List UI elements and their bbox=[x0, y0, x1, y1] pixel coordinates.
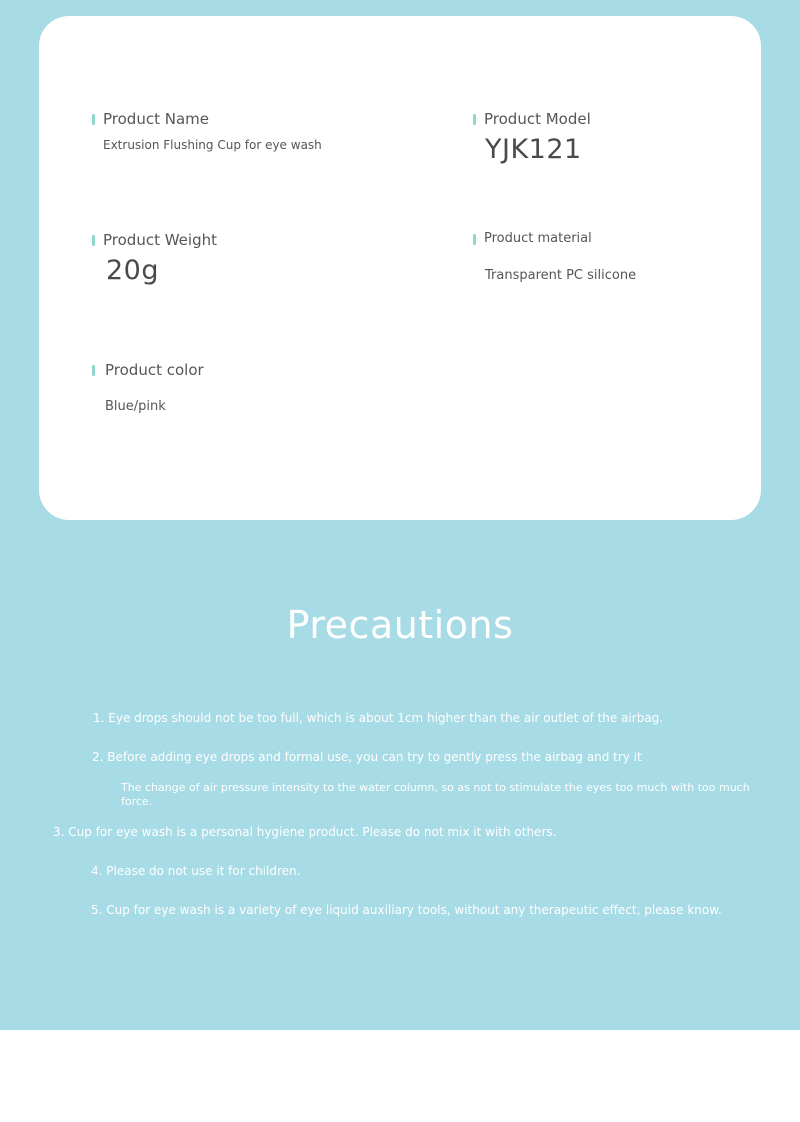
precaution-item-3: 3. Cup for eye wash is a personal hygiene product. Please do not mix it with others. bbox=[53, 825, 557, 839]
product-model-label: Product Model bbox=[484, 110, 591, 128]
spec-card bbox=[39, 16, 761, 520]
product-name-label-wrap bbox=[92, 110, 322, 128]
precaution-item-1: 1. Eye drops should not be too full, which is about 1cm higher than the air outlet of the airbag. bbox=[93, 711, 664, 725]
accent-bar bbox=[92, 235, 95, 246]
product-material-label: Product material bbox=[484, 231, 592, 246]
accent-bar bbox=[92, 365, 95, 376]
bottom-strip bbox=[0, 1030, 800, 1122]
product-model-field bbox=[473, 110, 591, 165]
product-color-label-wrap bbox=[92, 361, 204, 379]
product-material-label-wrap bbox=[473, 230, 636, 248]
product-model-label-wrap bbox=[473, 110, 591, 128]
product-model-value: YJK121 bbox=[485, 134, 582, 165]
product-weight-value: 20g bbox=[106, 255, 159, 286]
product-color-value: Blue/pink bbox=[105, 399, 166, 414]
product-material-value: Transparent PC silicone bbox=[485, 268, 637, 283]
product-color-field bbox=[92, 361, 204, 414]
product-name-label: Product Name bbox=[103, 110, 209, 128]
precaution-item-4: 4. Please do not use it for children. bbox=[91, 864, 301, 878]
accent-bar bbox=[473, 234, 476, 245]
product-weight-label-wrap bbox=[92, 231, 217, 249]
product-weight-field bbox=[92, 231, 217, 286]
product-color-label: Product color bbox=[105, 361, 204, 379]
precautions-title: Precautions bbox=[286, 603, 514, 647]
product-name-value: Extrusion Flushing Cup for eye wash bbox=[103, 138, 322, 152]
accent-bar bbox=[473, 114, 476, 125]
accent-bar bbox=[92, 114, 95, 125]
precaution-item-2: 2. Before adding eye drops and formal use, you can try to gently press the airbag and try it bbox=[92, 750, 642, 764]
product-weight-label: Product Weight bbox=[103, 231, 217, 249]
precaution-item-5: 5. Cup for eye wash is a variety of eye liquid auxiliary tools, without any therapeutic effect, please know. bbox=[91, 903, 722, 917]
product-name-field bbox=[92, 110, 322, 152]
precaution-item-2-detail: The change of air pressure intensity to the water column, so as not to stimulate the eyes too much with too much force. bbox=[121, 781, 750, 808]
product-material-field bbox=[473, 230, 636, 283]
